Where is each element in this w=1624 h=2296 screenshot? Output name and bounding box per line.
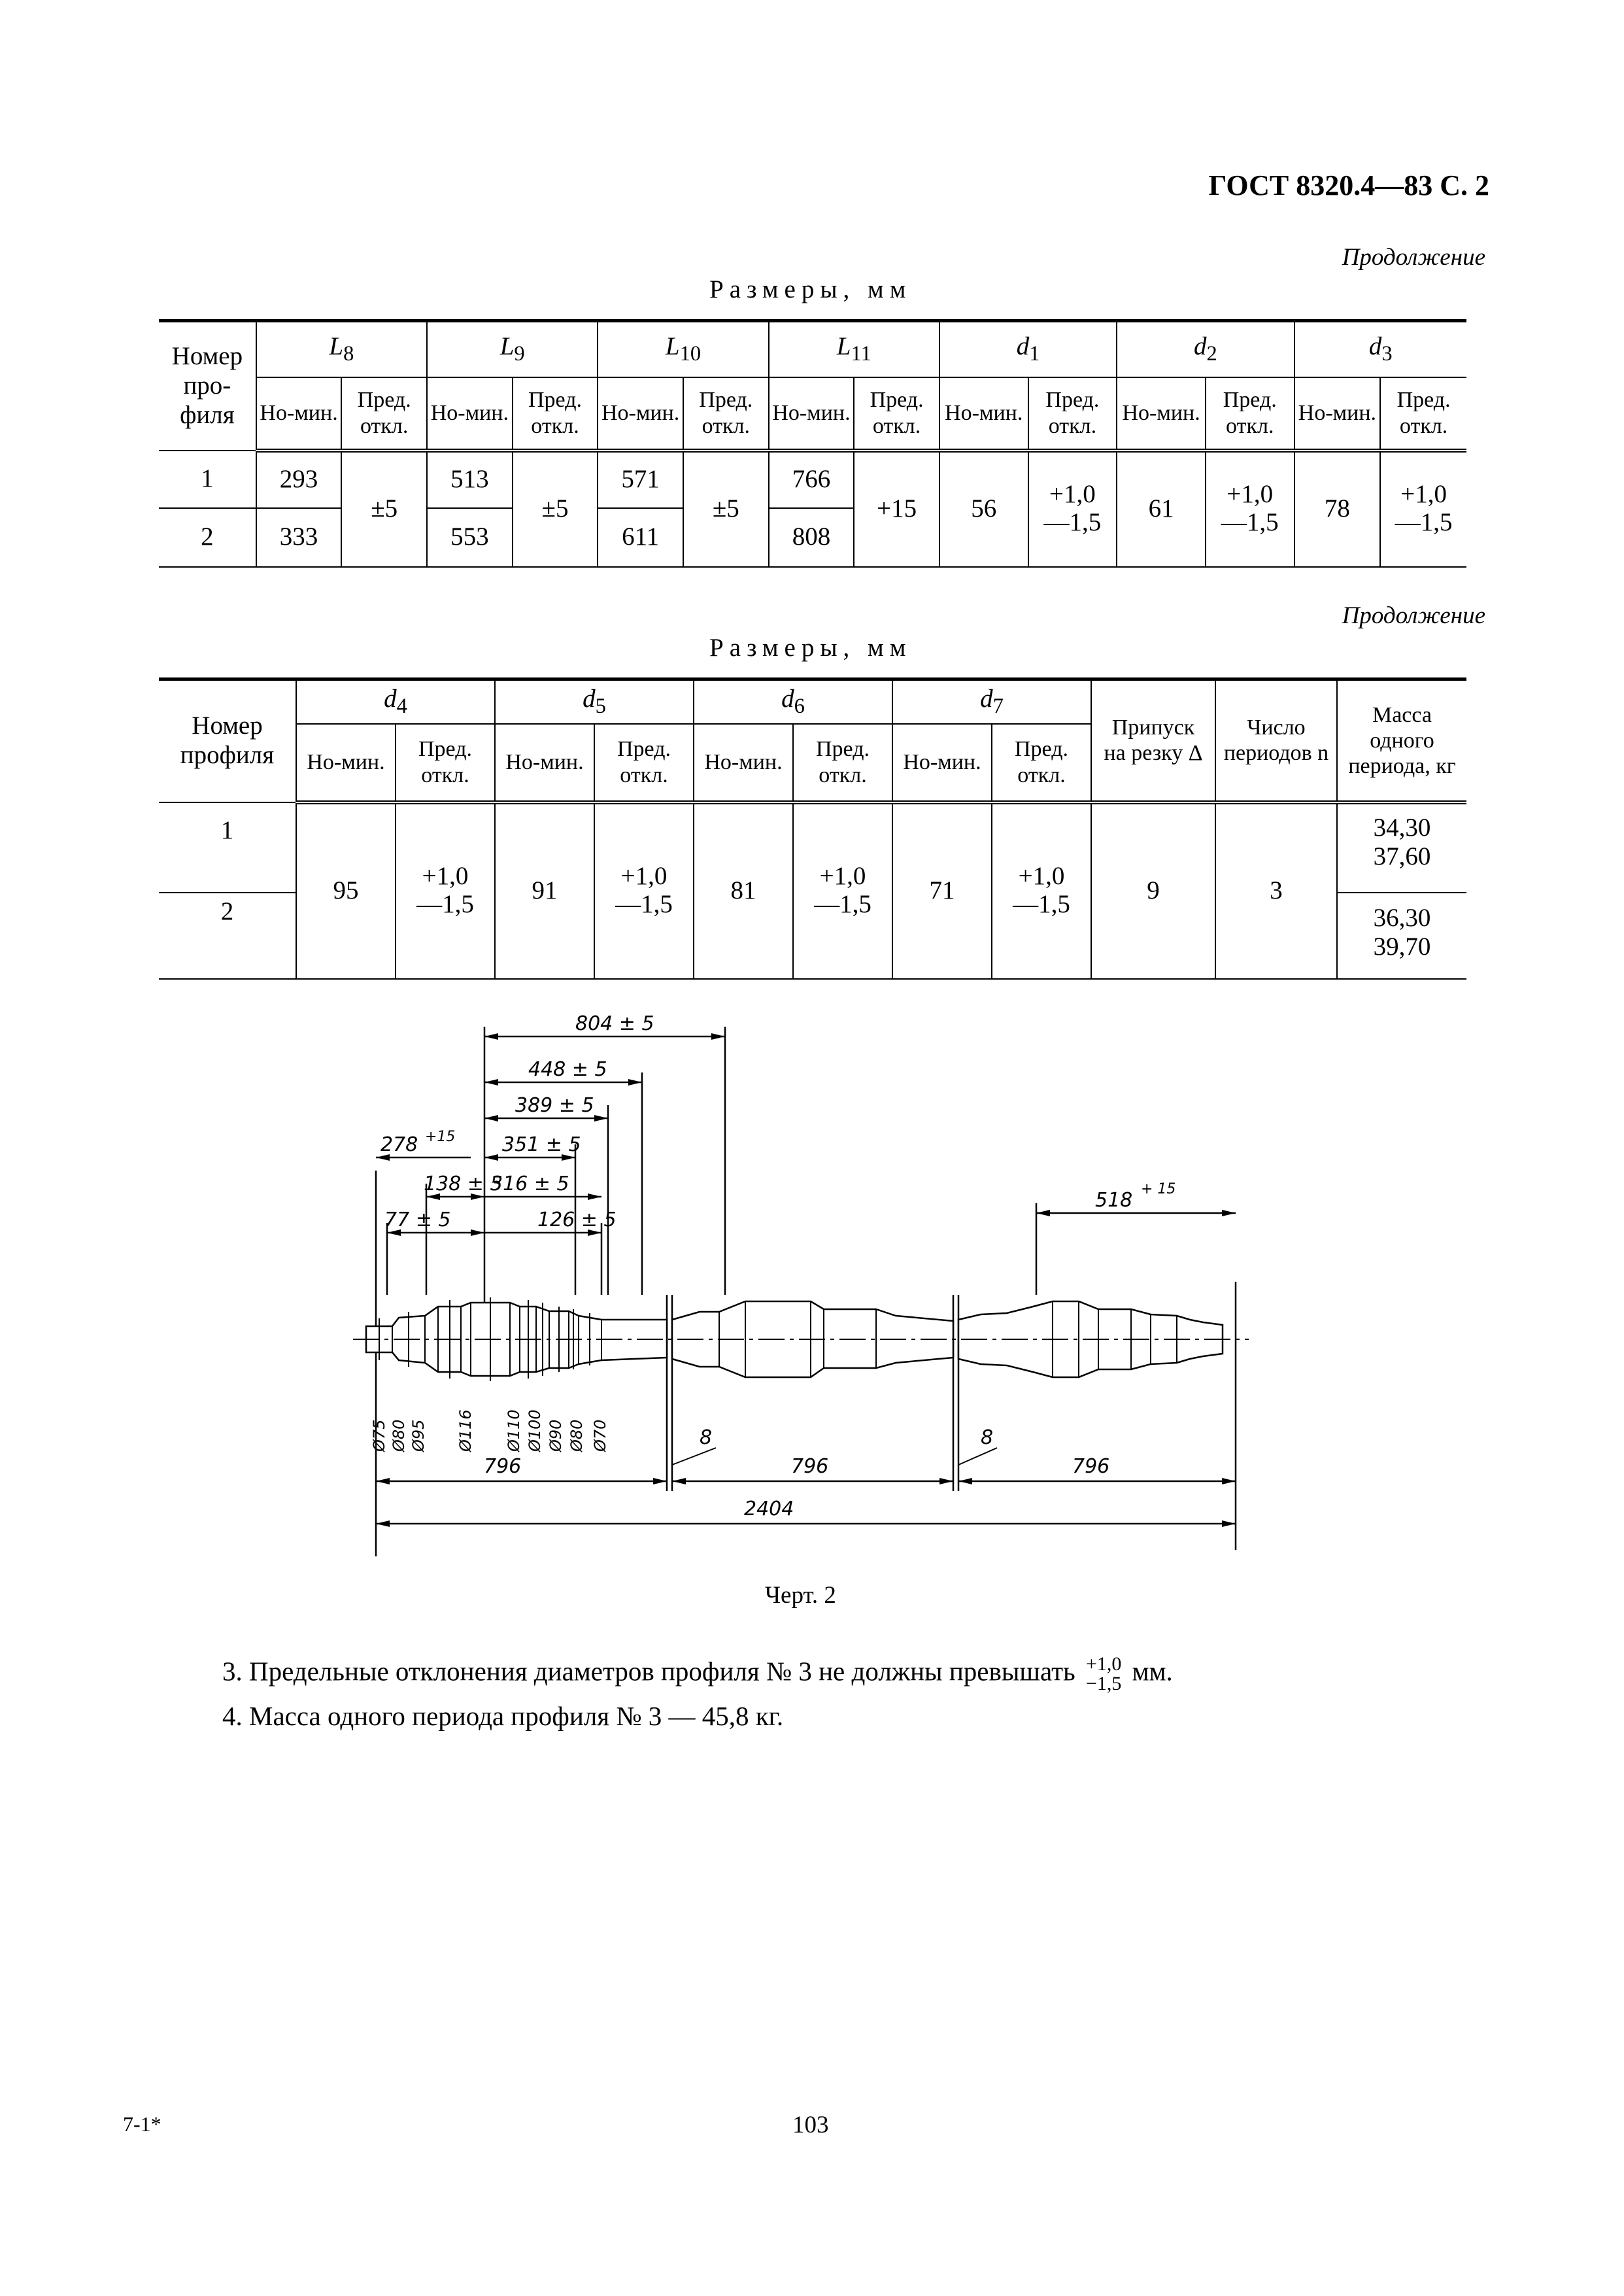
- dev-plus: +1,0: [1226, 480, 1274, 509]
- figure-caption: Черт. 2: [765, 1582, 836, 1609]
- dev-minus: —1,5: [615, 890, 673, 919]
- periods-header: [1215, 679, 1337, 802]
- dev-plus: +1,0: [422, 862, 469, 891]
- diameter-label: Ø110: [505, 1409, 523, 1452]
- mass-value: 39,70: [1373, 933, 1431, 961]
- cell-d7-dev: [992, 802, 1091, 979]
- cell-d4-dev: [396, 802, 495, 979]
- continuation-label-1: Продолжение: [1342, 244, 1485, 271]
- nom-header: Но-мин.: [769, 377, 854, 451]
- dev-header: Пред. откл.: [1206, 377, 1294, 451]
- note-3: [222, 1654, 1173, 1694]
- cell-L8-row1: 293: [256, 451, 342, 508]
- note-3-tolerance: [1086, 1654, 1121, 1694]
- note-3-text: 3. Предельные отклонения диаметров профиля № 3 не должны превышать: [222, 1656, 1075, 1687]
- profile-number: 2: [159, 893, 296, 979]
- header-L10: $L_{10}$: [598, 321, 768, 377]
- dev-plus: +1,0: [1400, 480, 1447, 509]
- diameter-label: Ø75: [370, 1419, 388, 1452]
- header-d4: $d_4$: [296, 679, 495, 724]
- nom-header: Но-мин.: [1294, 377, 1381, 451]
- note-3-minus: −1,5: [1085, 1673, 1122, 1694]
- length-796-2: 796: [791, 1455, 829, 1478]
- nom-header: Но-мин.: [256, 377, 342, 451]
- dev-header: Пред. откл.: [396, 724, 495, 802]
- dev-plus: +1,0: [620, 862, 668, 891]
- note-3-plus: +1,0: [1085, 1653, 1122, 1675]
- nom-header: Но-мин.: [598, 377, 683, 451]
- cell-L11-dev: +15: [854, 451, 939, 567]
- mass-value: 36,30: [1373, 903, 1431, 932]
- dimensions-table-1: [159, 319, 1466, 568]
- cell-d7-nom: 71: [892, 802, 992, 979]
- cell-L8-dev: ±5: [341, 451, 427, 567]
- cell-d6-dev: [793, 802, 892, 979]
- header-d7: $d_7$: [892, 679, 1091, 724]
- dimension-138: 138 ± 5: [424, 1173, 503, 1195]
- nom-header: Но-мин.: [892, 724, 992, 802]
- periods-header-text: Число периодов n: [1223, 715, 1329, 766]
- diameter-label: Ø70: [591, 1419, 609, 1452]
- dev-plus: +1,0: [1018, 862, 1065, 891]
- nom-header: Но-мин.: [427, 377, 513, 451]
- cell-d3-dev: [1380, 451, 1466, 567]
- diameter-label: Ø80: [567, 1419, 586, 1452]
- dev-header: Пред. откл.: [683, 377, 769, 451]
- mass-value: 34,30: [1373, 813, 1431, 842]
- dimension-518-tolerance: + 15: [1141, 1181, 1176, 1197]
- nom-header: Но-мин.: [495, 724, 594, 802]
- cell-L11-row1: 766: [769, 451, 854, 508]
- cell-periods: 3: [1215, 802, 1337, 979]
- dimension-804: 804 ± 5: [575, 1012, 654, 1035]
- header-L8: $L_8$: [256, 321, 427, 377]
- dev-minus: —1,5: [1013, 890, 1070, 919]
- cell-L10-dev: ±5: [683, 451, 769, 567]
- mass-value: 37,60: [1373, 842, 1431, 871]
- diameter-label: Ø80: [390, 1419, 408, 1452]
- cell-d5-nom: 91: [495, 802, 594, 979]
- dimension-518: 518: [1095, 1189, 1133, 1212]
- nom-header: Но-мин.: [694, 724, 793, 802]
- nom-header: Но-мин.: [939, 377, 1028, 451]
- page-number: 103: [792, 2112, 829, 2138]
- note-3-unit: мм.: [1132, 1656, 1173, 1687]
- profile-number: 2: [159, 508, 256, 567]
- cell-d6-nom: 81: [694, 802, 793, 979]
- dev-minus: —1,5: [1221, 508, 1279, 537]
- cell-mass-row2: [1337, 893, 1466, 979]
- header-d3: $d_3$: [1294, 321, 1466, 377]
- dev-minus: —1,5: [416, 890, 474, 919]
- dimension-448: 448 ± 5: [528, 1058, 607, 1081]
- diameter-label: Ø100: [526, 1409, 544, 1452]
- cell-d2-nom: 61: [1117, 451, 1206, 567]
- dimension-389: 389 ± 5: [515, 1094, 594, 1117]
- dev-minus: —1,5: [814, 890, 871, 919]
- diameter-label: Ø95: [409, 1419, 428, 1452]
- cell-d4-nom: 95: [296, 802, 396, 979]
- nom-header: Но-мин.: [1117, 377, 1206, 451]
- document-header: ГОСТ 8320.4—83 С. 2: [1208, 169, 1489, 201]
- sizes-label-1: Размеры, мм: [709, 275, 912, 303]
- cell-d1-dev: [1028, 451, 1117, 567]
- dev-minus: —1,5: [1043, 508, 1102, 537]
- dimension-278-tolerance: +15: [425, 1129, 456, 1145]
- note-4: 4. Масса одного периода профиля № 3 — 45,8 кг.: [222, 1701, 784, 1731]
- header-L11: $L_{11}$: [769, 321, 939, 377]
- dimension-77: 77 ± 5: [384, 1208, 451, 1231]
- cell-d2-dev: [1206, 451, 1294, 567]
- header-d1: $d_1$: [939, 321, 1117, 377]
- total-length: 2404: [744, 1498, 794, 1520]
- profile-number: 1: [159, 451, 256, 508]
- dev-header: Пред. откл.: [513, 377, 598, 451]
- mass-header: Масса одного периода, кг: [1337, 679, 1466, 802]
- cell-d5-dev: [594, 802, 694, 979]
- dev-header: Пред. откл.: [341, 377, 427, 451]
- header-d5: $d_5$: [495, 679, 694, 724]
- length-796-1: 796: [484, 1455, 522, 1478]
- footer-code: 7-1*: [123, 2112, 161, 2136]
- profile-number-header: Номер профиля: [159, 679, 296, 802]
- dev-plus: +1,0: [819, 862, 866, 891]
- header-d6: $d_6$: [694, 679, 892, 724]
- dimension-126: 126 ± 5: [537, 1208, 617, 1231]
- cell-L8-row2: 333: [256, 508, 342, 567]
- dimension-278: 278: [381, 1133, 418, 1156]
- cell-L11-row2: 808: [769, 508, 854, 567]
- length-796-3: 796: [1072, 1455, 1110, 1478]
- cell-d1-nom: 56: [939, 451, 1028, 567]
- profile-number-header: Номер про-филя: [159, 321, 256, 451]
- technical-drawing: [353, 1007, 1268, 1556]
- cell-allowance: 9: [1091, 802, 1215, 979]
- cell-mass-row1: [1337, 802, 1466, 893]
- profile-number: 1: [159, 802, 296, 893]
- cell-L9-row2: 553: [427, 508, 513, 567]
- allowance-header-text: Припуск на резку Δ: [1104, 715, 1203, 766]
- cell-L10-row2: 611: [598, 508, 683, 567]
- dev-plus: +1,0: [1049, 480, 1096, 509]
- gap-8-1: 8: [700, 1426, 713, 1449]
- dev-header: Пред. откл.: [1380, 377, 1466, 451]
- cell-L10-row1: 571: [598, 451, 683, 508]
- sizes-label-2: Размеры, мм: [709, 634, 912, 662]
- diameter-label: Ø90: [547, 1419, 565, 1452]
- nom-header: Но-мин.: [296, 724, 396, 802]
- dev-header: Пред. откл.: [854, 377, 939, 451]
- diameter-label: Ø116: [456, 1409, 475, 1452]
- dimensions-table-2: [159, 677, 1466, 980]
- dev-header: Пред. откл.: [992, 724, 1091, 802]
- dev-minus: —1,5: [1395, 508, 1453, 537]
- allowance-header: [1091, 679, 1215, 802]
- dimension-351: 351 ± 5: [502, 1133, 581, 1156]
- dev-header: Пред. откл.: [1028, 377, 1117, 451]
- header-L9: $L_9$: [427, 321, 598, 377]
- dimension-316: 316 ± 5: [490, 1173, 569, 1195]
- dev-header: Пред. откл.: [793, 724, 892, 802]
- continuation-label-2: Продолжение: [1342, 602, 1485, 629]
- cell-L9-dev: ±5: [513, 451, 598, 567]
- dev-header: Пред. откл.: [594, 724, 694, 802]
- cell-L9-row1: 513: [427, 451, 513, 508]
- gap-8-2: 8: [981, 1426, 994, 1449]
- cell-d3-nom: 78: [1294, 451, 1381, 567]
- header-d2: $d_2$: [1117, 321, 1294, 377]
